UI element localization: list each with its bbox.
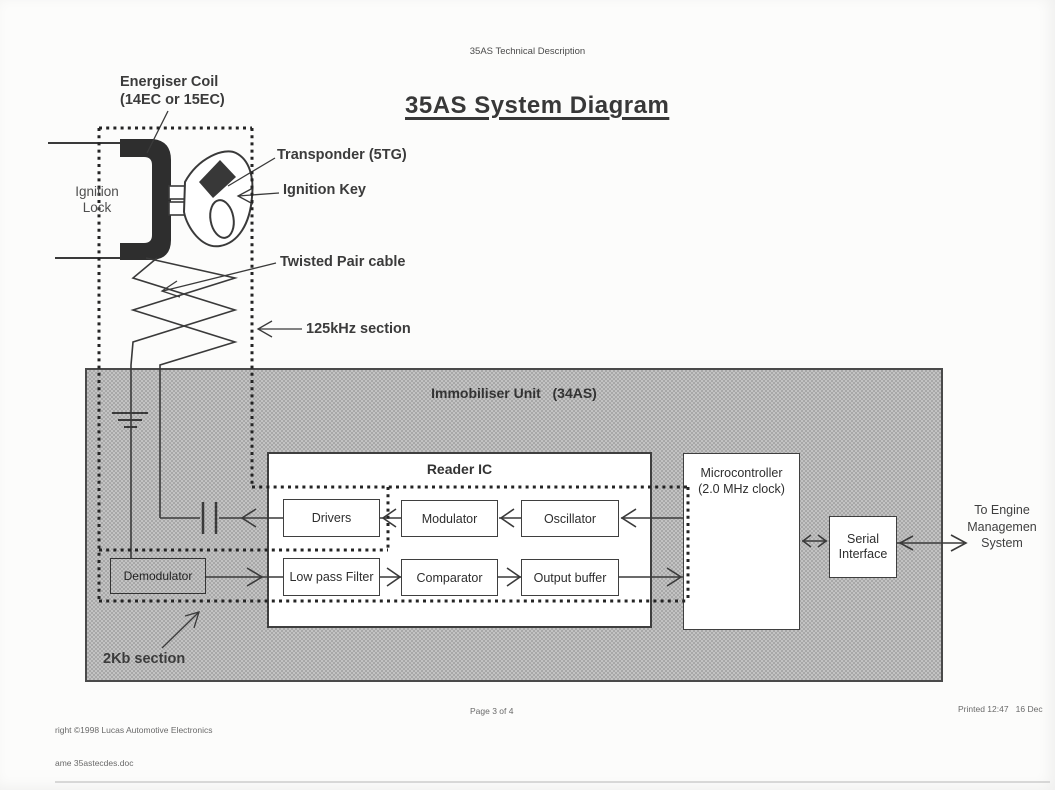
ignition-key-drawing xyxy=(169,151,252,246)
transponder-chip xyxy=(199,160,236,198)
serial-interface-label-line2: Interface xyxy=(838,547,888,561)
transponder-label: Transponder (5TG) xyxy=(277,147,407,163)
oscillator-block xyxy=(521,500,619,537)
keyhole xyxy=(207,198,236,239)
comparator-label: Comparator xyxy=(416,570,483,585)
ignition-lock-label: Ignition Lock xyxy=(75,184,119,215)
serial-interface-block xyxy=(829,516,897,578)
microcontroller-block xyxy=(683,453,800,630)
microcontroller-label: Microcontroller (2.0 MHz clock) xyxy=(698,466,785,496)
transponder-leader xyxy=(228,158,275,186)
kb-section-label: 2Kb section xyxy=(103,651,186,667)
immobiliser-unit-title: Immobiliser Unit (34AS) xyxy=(431,385,597,401)
reader-ic-box xyxy=(267,452,652,628)
twisted-pair-leader xyxy=(162,263,276,297)
engine-management-label: To Engine Managemen System xyxy=(967,503,1037,550)
oscillator-label: Oscillator xyxy=(543,511,597,526)
output-buffer-label: Output buffer xyxy=(533,570,607,585)
output-buffer-block xyxy=(521,559,619,596)
khz-section-leader xyxy=(258,321,302,337)
low-pass-filter-label: Low pass Filter xyxy=(289,570,374,584)
energiser-coil-leader xyxy=(147,111,168,153)
modulator-block xyxy=(401,500,498,537)
low-pass-filter-block xyxy=(283,558,380,596)
khz-section-label: 125kHz section xyxy=(306,321,411,337)
ignition-key-label: Ignition Key xyxy=(283,182,366,198)
ignition-key-leader xyxy=(238,188,279,204)
serial-interface-label-line1: Serial xyxy=(847,532,879,546)
comparator-block xyxy=(401,559,498,596)
drivers-block xyxy=(283,499,380,537)
footer-printed: Printed 12:47 16 Dec xyxy=(958,704,1043,714)
modulator-label: Modulator xyxy=(421,511,478,526)
footer-left: right ©1998 Lucas Automotive Electronics ame 35astecdes.doc xyxy=(55,725,213,768)
footer-page-number: Page 3 of 4 xyxy=(470,706,514,716)
demodulator-block xyxy=(110,558,206,594)
reader-ic-title: Reader IC xyxy=(426,461,493,477)
demodulator-label: Demodulator xyxy=(123,569,193,583)
twisted-pair-label: Twisted Pair cable xyxy=(280,254,406,270)
document-header: 35AS Technical Description xyxy=(469,46,586,57)
drivers-label: Drivers xyxy=(311,511,352,525)
page-title: 35AS System Diagram xyxy=(405,92,670,119)
energiser-coil-label: Energiser Coil (14EC or 15EC) xyxy=(120,74,225,108)
